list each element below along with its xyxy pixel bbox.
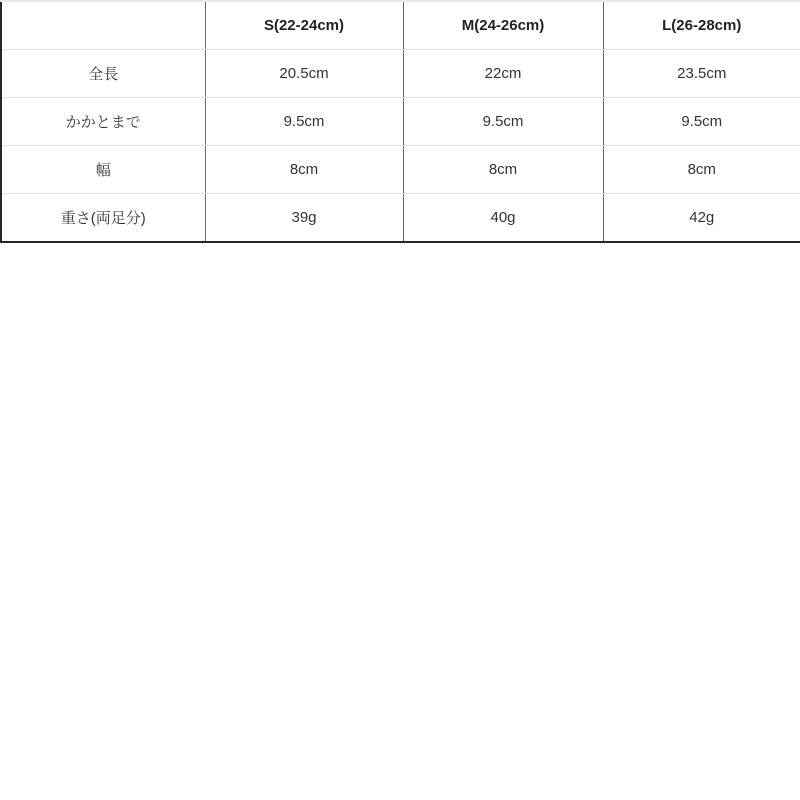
table-cell: 39g (205, 194, 403, 243)
table-cell: 23.5cm (603, 50, 800, 98)
table-row-to-heel (1, 98, 800, 146)
column-header-s: S(22-24cm) (205, 1, 403, 50)
table-cell: 9.5cm (403, 98, 603, 146)
table-row-width (1, 146, 800, 194)
table-cell: 8cm (403, 146, 603, 194)
column-header-m: M(24-26cm) (403, 1, 603, 50)
column-header-l: L(26-28cm) (603, 1, 800, 50)
row-label: かかとまで (1, 98, 205, 146)
row-label: 全長 (1, 50, 205, 98)
header-row (1, 1, 800, 50)
table-cell: 42g (603, 194, 800, 243)
table-cell: 9.5cm (205, 98, 403, 146)
table-row-weight (1, 194, 800, 243)
corner-cell (1, 1, 205, 50)
table-cell: 8cm (205, 146, 403, 194)
table-cell: 22cm (403, 50, 603, 98)
table-cell: 20.5cm (205, 50, 403, 98)
table-cell: 8cm (603, 146, 800, 194)
table-row-total-length (1, 50, 800, 98)
size-table (0, 0, 800, 243)
row-label: 重さ(両足分) (1, 194, 205, 243)
table-cell: 9.5cm (603, 98, 800, 146)
table-cell: 40g (403, 194, 603, 243)
row-label: 幅 (1, 146, 205, 194)
